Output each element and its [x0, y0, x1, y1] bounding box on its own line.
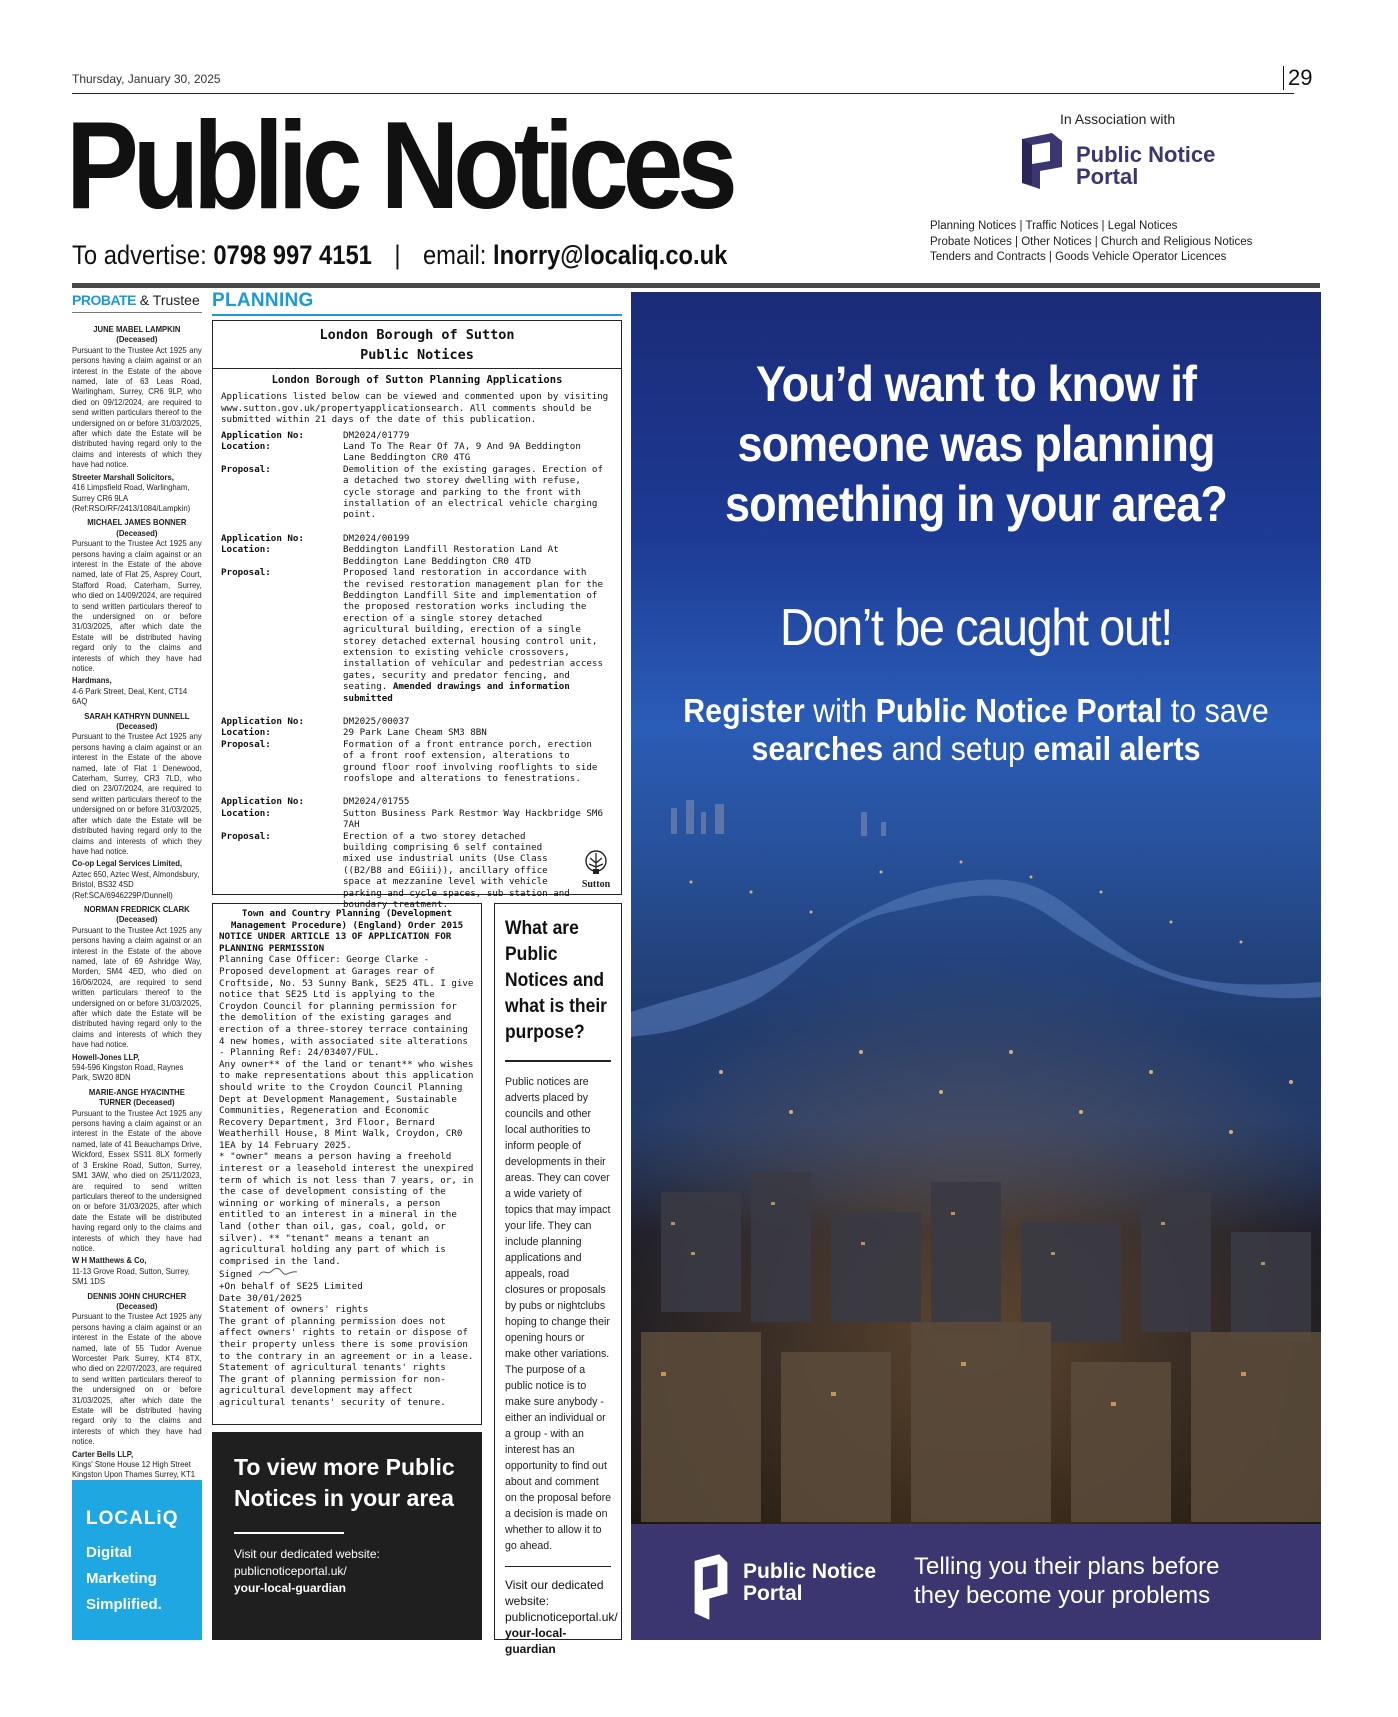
advertise-phone[interactable]: 0798 997 4151 — [213, 240, 372, 270]
sutton-title-line1: London Borough of Sutton — [319, 327, 515, 343]
portal-logo-icon — [1020, 133, 1064, 194]
ad-portal-name — [743, 1561, 876, 1605]
portal-logo-icon — [693, 1554, 729, 1625]
sutton-subtitle: London Borough of Sutton Planning Applications — [271, 374, 563, 386]
probate-heading-rest: & Trustee — [135, 292, 200, 308]
visit-url[interactable]: publicnoticeportal.uk/ — [505, 1610, 618, 1624]
sutton-intro: Applications listed below can be viewed and commented upon by visiting www.sutton.gov.uk/propertyapplicationsearch. All comments should be submitted within 21 days of the date of this publication. — [221, 391, 609, 426]
label-application-no: Application No: — [221, 532, 304, 544]
label-proposal: Proposal: — [221, 567, 271, 579]
notice-body: Pursuant to the Trustee Act 1925 any persons having a claim against or an interest in the Estate of the above named, late of 55 Tudor Avenue Worcester Park Surrey, KT4 8TX, who died on 22/07/2023, are required to send written particulars thereof to the undersigned on or before 31/03/2025, after which date the Estate will be distributed having regard only to the claims and interests of which they have had notice. — [72, 1311, 202, 1447]
label-proposal: Proposal: — [221, 830, 271, 842]
ad-subhead: Don’t be caught out! — [780, 599, 1172, 657]
label-location: Location: — [221, 441, 271, 453]
application-proposal: Erection of a two storey detached building comprising 6 self contained mixed use industrial units (Use Class ((B2/B8 and EGiii)), ancillary office space at mezzanine level with vehicle parking and cycle spaces, sub station and boundary treatment. — [343, 830, 570, 911]
what-are-body: Public notices are adverts placed by councils and other local authorities to inform people of developments in their areas. They can cover a wide variety of topics that may impact your life. They can include planning applications and appeals, road closures or proposals by pubs or nightclubs hoping to change their opening hours or make other variations. The purpose of a public notice is to make sure anybody - either an individual or a group - with an interest has an opportunity to find out about and comment on the proposal before a decision is made on whether to allow it to go ahead. — [505, 1076, 612, 1552]
deceased-name: JUNE MABEL LAMPKIN (Deceased) — [93, 324, 181, 345]
solicitor-name: W H Matthews & Co, — [72, 1255, 147, 1266]
notice-body: Pursuant to the Trustee Act 1925 any persons having a claim against or an interest in the Estate of the above named, late of Flat 1 Denewood, Caterham, Surrey, CR3 7LD, who died on 23/07/2024, are required to send written particulars thereof to the undersigned on or before 31/03/2025, after which date the Estate will be distributed having regard only to the claims and interests of which they have had notice. — [72, 731, 202, 856]
application-proposal: Demolition of the existing garages. Erection of a detached two storey dwelling with refuse, cycle storage and parking to the front with installation of an electrical vehicle charging point. — [343, 463, 603, 521]
association-label: In Association with — [1060, 111, 1176, 127]
solicitor-address: Kings' Stone House 12 High Street Kingston Upon Thames Surrey, KT1 — [72, 1459, 196, 1480]
application-location: Land To The Rear Of 7A, 9 And 9A Beddington Lane Beddington CR0 4TG — [343, 441, 581, 464]
planning-rule — [212, 314, 622, 316]
label-location: Location: — [221, 807, 271, 819]
sutton-notice-box — [212, 320, 622, 911]
probate-notice — [72, 517, 202, 706]
tcp-behalf: +On behalf of SE25 Limited — [219, 1281, 363, 1292]
localiq-logo: LOCALiQ — [86, 1508, 179, 1529]
localiq-tagline — [86, 1540, 188, 1618]
category-line: Probate Notices | Other Notices | Church and Religious Notices — [930, 235, 1253, 248]
tcp-paragraph: * "owner" means a person having a freehold interest or a leasehold interest the unexpired term of which is not less than 7 years, or, in the case of development consisting of the winning or working of minerals, a person entitled to an interest in a mineral in the land (other than oil, gas, coal, gold, or silver). ** "tenant" means a tenant an agricultural holding any part of which is comprised in the land. — [219, 1151, 474, 1267]
sutton-crest-icon — [578, 850, 614, 890]
solicitor-address: 4-6 Park Street, Deal, Kent, CT14 6AQ — [72, 685, 188, 707]
probate-notice — [72, 324, 202, 513]
planning-application — [213, 430, 621, 521]
advertise-line — [72, 240, 727, 271]
planning-application — [213, 796, 621, 910]
tcp-tenants-title: Statement of agricultural tenants' rights — [219, 1362, 446, 1374]
ad-footer-band — [631, 1524, 1321, 1640]
planning-application — [213, 533, 621, 704]
what-are-notices-box — [494, 903, 622, 1656]
probate-notice — [72, 904, 202, 1083]
what-are-visit — [505, 1577, 618, 1657]
sutton-divider — [213, 368, 621, 369]
application-proposal: Formation of a front entrance porch, erection of a front roof extension, alterations to ground floor roof involving rooflights to side roofslope and alterations to fenestrations. — [343, 738, 598, 784]
what-are-rule — [505, 1566, 611, 1567]
sutton-title — [213, 321, 621, 365]
label-location: Location: — [221, 727, 271, 739]
notice-body: Pursuant to the Trustee Act 1925 any persons having a claim against or an interest in the Estate of the above named, late of 41 Beauchamps Drive, Wickford, Essex SS11 8LX formerly of 3 Erskine Road, Sutton, Surrey, SM1 3AW, who died on 25/11/2023, are required to send written particulars thereof to the undersigned on or before 31/03/2025, after which date the Estate will be distributed having regard only to the claims and interests of which they have had notice. — [72, 1107, 202, 1253]
visit-label: Visit our dedicated website: — [234, 1547, 380, 1561]
ad-tagline-line1: Telling you their plans before — [914, 1553, 1220, 1580]
deceased-name: MICHAEL JAMES BONNER (Deceased) — [87, 517, 187, 538]
application-no: DM2024/01779 — [343, 429, 410, 441]
tagline-line: Digital — [86, 1544, 132, 1561]
label-proposal: Proposal: — [221, 463, 271, 475]
category-line: Planning Notices | Traffic Notices | Legal Notices — [930, 220, 1178, 232]
ad-portal-name-line2: Portal — [743, 1582, 803, 1605]
advertise-email[interactable]: lnorry@localiq.co.uk — [492, 240, 728, 270]
ad-headline: You’d want to know if someone was planning something in your area? — [725, 356, 1227, 532]
solicitor-name: Howell-Jones LLP, — [72, 1051, 140, 1062]
planning-heading: PLANNING — [212, 290, 314, 311]
notice-categories — [930, 219, 1252, 266]
deceased-name: DENNIS JOHN CHURCHER (Deceased) — [87, 1290, 187, 1311]
probate-rule — [72, 312, 202, 313]
probate-heading — [72, 292, 200, 308]
solicitor-address: 416 Limpsfield Road, Warlingham, Surrey CR6 9LA (Ref:RSO/RF/2413/1084/Lampkin) — [72, 482, 191, 513]
what-are-rule — [505, 1060, 611, 1062]
probate-notice — [72, 711, 202, 900]
issue-date: Thursday, January 30, 2025 — [72, 72, 221, 86]
visit-url-path[interactable]: your-local-guardian — [234, 1581, 347, 1595]
solicitor-address: Aztec 650, Aztec West, Almondsbury, Bristol, BS32 4SD (Ref:SCA/6946229P/Dunnell) — [72, 868, 200, 900]
application-no: DM2025/00037 — [343, 715, 410, 727]
advertise-separator: | — [394, 240, 401, 270]
page-number: 29 — [1283, 66, 1312, 90]
notice-body: Pursuant to the Trustee Act 1925 any persons having a claim against or an interest in the Estate of the above named, late of Flat 25, Asprey Court, Stafford Road, Caterham, Surrey, who died on 14/09/2024, are required to send written particulars thereof to the undersigned on or before 31/03/2025, after which date the Estate will be distributed having regard only to the claims and interests of which they have had notice. — [72, 538, 202, 673]
solicitor-address: 11-13 Grove Road, Sutton, Surrey, SM1 1DS — [72, 1265, 190, 1287]
tcp-date: Date 30/01/2025 — [219, 1292, 302, 1304]
ad-tagline-line2: they become your problems — [914, 1582, 1211, 1609]
tcp-heading: Town and Country Planning (Development Management Procedure) (England) Order 2015 — [230, 908, 464, 931]
tcp-notice-box — [212, 903, 482, 1425]
application-location: Beddington Landfill Restoration Land At Beddington Lane Beddington CR0 4TD — [343, 544, 559, 567]
application-proposal: Proposed land restoration in accordance with the revised restoration management plan for the Beddington Landfill Site and implementation of the proposed restoration works including the erection of a single storey detached agricultural building, erection of a single storey detached external housing control unit, extension to existing vehicle crossovers, installation of vehicular and pedestrian access gates, security and predator fencing, and seating. Amended drawings and information submitted — [343, 567, 603, 704]
visit-url[interactable]: publicnoticeportal.uk/ — [234, 1564, 347, 1578]
tcp-tenants-text: The grant of planning permission for non-agricultural development may affect agricultural tenants' security of tenure. — [219, 1373, 446, 1408]
category-line: Tenders and Contracts | Goods Vehicle Operator Licences — [930, 251, 1227, 263]
view-more-rule — [234, 1532, 344, 1534]
ad-portal-name-line1: Public Notice — [743, 1560, 877, 1583]
label-proposal: Proposal: — [221, 738, 271, 750]
notice-body: Pursuant to the Trustee Act 1925 any persons having a claim against or an interest in the Estate of the above named, late of 69 Ashridge Way, Morden, SM4 4ED, who died on 16/06/2024, are required to send written particulars thereof to the undersigned on or before 31/03/2025, after which date the Estate will be distributed having regard only to the claims and interests of which they have had notice. — [72, 924, 202, 1050]
view-more-box — [212, 1432, 482, 1640]
probate-notice — [72, 1087, 202, 1287]
planning-application — [213, 716, 621, 784]
portal-name-line2: Portal — [1076, 164, 1139, 189]
ad-register-line: Register with Public Notice Portal to save searches and setup email alerts — [683, 692, 1269, 767]
visit-url-path[interactable]: your-local-guardian — [505, 1626, 567, 1656]
email-label: email: — [422, 240, 487, 270]
what-are-question: What are Public Notices and what is their purpose? — [505, 918, 607, 1043]
deceased-name: NORMAN FREDRICK CLARK (Deceased) — [83, 903, 190, 925]
portal-advert[interactable] — [631, 292, 1321, 1640]
header-rule — [72, 93, 1294, 94]
probate-notice — [72, 1291, 202, 1491]
solicitor-name: Streeter Marshall Solicitors, — [72, 471, 174, 482]
tcp-paragraph: Any owner** of the land or tenant** who wishes to make representations about this application should write to the Croydon Council Planning Dept at Development Management, Sustainable Communities, Regeneration and Economic Recovery Department, 3rd Floor, Bernard Weatherhill House, 8 Mint Walk, Croydon, CR0 1EA by 14 February 2025. — [219, 1058, 474, 1151]
label-application-no: Application No: — [221, 796, 304, 808]
notice-body: Pursuant to the Trustee Act 1925 any persons having a claim against or an interest in the Estate of the above named, late of 63 Leas Road, Warlingham, Surrey, CR6 9LP, who died on 09/12/2024, are required to send written particulars thereof to the undersigned on or before 31/03/2025, after which date the Estate will be distributed having regard only to the claims and interests of which they have had notice. — [72, 344, 202, 470]
masthead-title: Public Notices — [66, 97, 732, 235]
application-location: Sutton Business Park Restmor Way Hackbridge SM6 7AH — [343, 807, 603, 831]
deceased-name: MARIE-ANGE HYACINTHE TURNER (Deceased) — [88, 1086, 185, 1108]
view-more-visit — [234, 1546, 460, 1597]
ad-tagline — [914, 1552, 1220, 1610]
solicitor-name: Carter Bells LLP, — [72, 1448, 134, 1459]
solicitor-address: 594-596 Kingston Road, Raynes Park, SW20 8DN — [72, 1062, 184, 1083]
header-thick-rule — [72, 283, 1320, 288]
solicitor-name: Hardmans, — [72, 675, 112, 686]
solicitor-name: Co-op Legal Services Limited, — [72, 858, 183, 869]
portal-name-line1: Public Notice — [1076, 142, 1216, 167]
label-application-no: Application No: — [221, 429, 304, 441]
tcp-notice-title: NOTICE UNDER ARTICLE 13 OF APPLICATION FOR PLANNING PERMISSION — [219, 931, 452, 954]
view-more-heading: To view more Public Notices in your area — [234, 1454, 455, 1511]
signature-icon — [258, 1269, 298, 1280]
tcp-owners-text: The grant of planning permission does not affect owners' rights to retain or dispose of their property unless there is some provision to the contrary in an agreement or in a lease. — [219, 1315, 474, 1362]
label-application-no: Application No: — [221, 715, 304, 727]
tagline-line: Marketing — [86, 1570, 157, 1587]
advertise-label: To advertise: — [72, 240, 207, 270]
probate-heading-bold: PROBATE — [72, 292, 136, 308]
label-location: Location: — [221, 544, 271, 556]
tcp-signed: Signed — [219, 1267, 475, 1281]
application-no: DM2024/00199 — [343, 532, 410, 544]
deceased-name: SARAH KATHRYN DUNNELL (Deceased) — [84, 710, 190, 732]
portal-logo-text[interactable] — [1076, 144, 1215, 188]
tagline-line: Simplified. — [86, 1596, 162, 1613]
sutton-title-line2: Public Notices — [360, 347, 474, 363]
tcp-owners-title: Statement of owners' rights — [219, 1304, 369, 1316]
probate-column — [72, 320, 202, 1490]
application-no: DM2024/01755 — [343, 796, 410, 808]
sutton-crest-label: Sutton — [581, 879, 611, 890]
tcp-paragraph: Planning Case Officer: George Clarke - Proposed development at Garages rear of Croftside, No. 53 Sunny Bank, SE25 4TL. I give notice that SE25 Ltd is applying to the Croydon Council for planning permission for the demolition of the existing garages and erection of a three-storey terrace containing 4 new homes, with associated site alterations - Planning Ref: 24/03407/FUL. — [219, 954, 474, 1059]
visit-label: Visit our dedicated website: — [505, 1578, 604, 1608]
localiq-ad[interactable] — [72, 1480, 202, 1640]
application-location: 29 Park Lane Cheam SM3 8BN — [343, 727, 487, 739]
